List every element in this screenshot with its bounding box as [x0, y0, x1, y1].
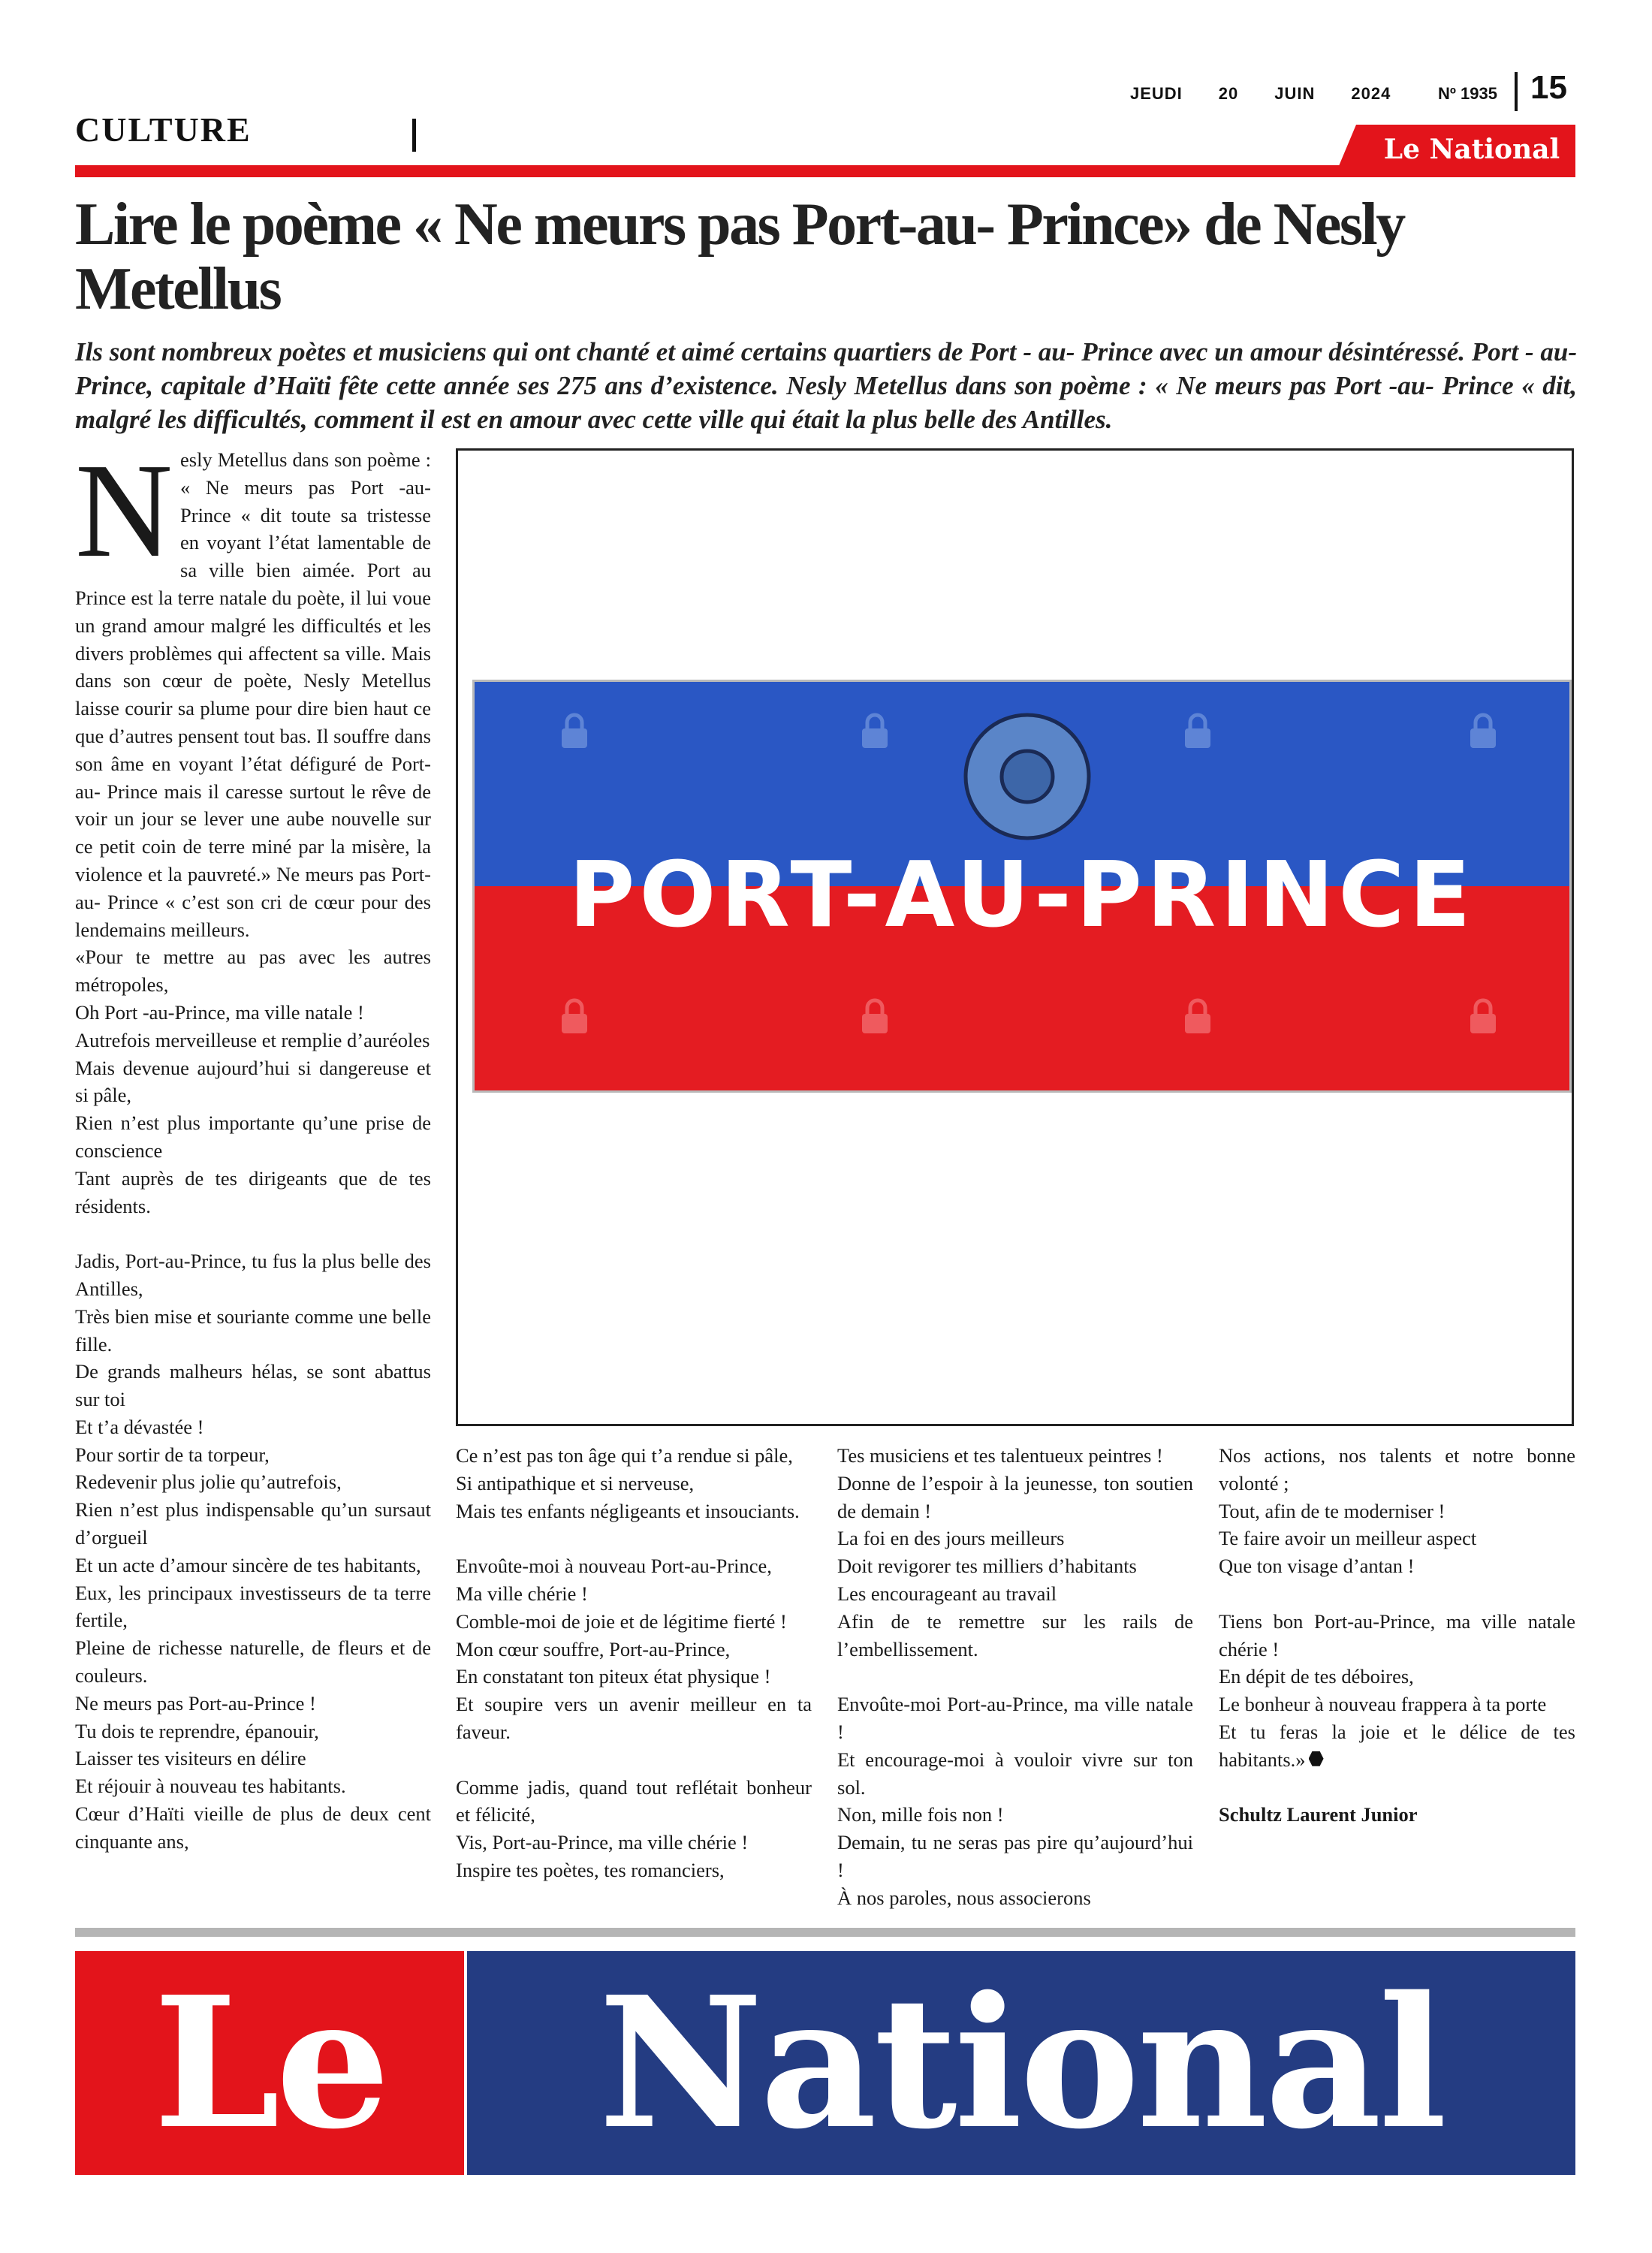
padlock-watermark-icon	[557, 997, 592, 1035]
poem-line: Que ton visage d’antan !	[1219, 1555, 1415, 1578]
poem-line: En constatant ton piteux état physique !	[456, 1665, 771, 1688]
padlock-watermark-icon	[557, 712, 592, 749]
article-column-3	[837, 1442, 1193, 1912]
poem-line: Et réjouir à nouveau tes habitants.	[75, 1775, 346, 1798]
poem-line: Mais tes enfants négligeants et insouciants.	[456, 1499, 800, 1522]
issue-date	[1130, 84, 1391, 104]
poem-line: À nos paroles, nous associerons	[837, 1886, 1091, 1909]
poem-line: De grands malheurs hélas, se sont abattus sur toi	[75, 1360, 431, 1411]
poem-line: Tant auprès de tes dirigeants que de tes résidents.	[75, 1166, 431, 1217]
padlock-watermark-icon	[1466, 997, 1500, 1035]
section-rule	[75, 165, 1575, 177]
poem-line: Et tu feras la joie et le délice de tes habitants.»	[1219, 1720, 1575, 1771]
stanza-break	[837, 1663, 1193, 1691]
poem-part-4	[1219, 1442, 1575, 1774]
stanza-break	[1219, 1580, 1575, 1608]
poem-line: Autrefois merveilleuse et remplie d’auréoles	[75, 1028, 430, 1051]
poem-line: La foi en des jours meilleurs	[837, 1527, 1065, 1550]
footer-logo-le: Le	[153, 1957, 386, 2169]
poem-line: Si antipathique et si nerveuse,	[456, 1471, 695, 1494]
issue-year: 2024	[1351, 84, 1391, 103]
poem-line: Oh Port -au-Prince, ma ville natale !	[75, 1000, 364, 1024]
poem-line: Envoûte-moi Port-au-Prince, ma ville natale !	[837, 1693, 1193, 1743]
stanza-break	[456, 1525, 812, 1552]
issue-number: Nº 1935	[1438, 84, 1497, 103]
footer-rule	[75, 1928, 1575, 1937]
poem-line: Pleine de richesse naturelle, de fleurs et de couleurs.	[75, 1636, 431, 1687]
header-divider	[1515, 72, 1518, 111]
poem-line: Les encourageant au travail	[837, 1582, 1057, 1605]
article-intro: esly Metellus dans son poème : « Ne meurs pas Port -au- Prince « dit toute sa tristesse en voyant l’état lamentable de sa ville bien aimée. Port au Prince est la terre natale du poète, il lui voue un grand amour malgré les difficultés et les divers problèmes qui affectent sa ville. Mais dans son cœur de poète, Nesly Metellus laisse courir sa plume pour dire bien haut ce que d’autres pensent tout bas. Il souffre dans son âme en voyant l’état défiguré de Port- au- Prince mais il caresse surtout le rêve de voir un jour se lever une aube nouvelle sur ce petit coin de terre miné par la misère, la violence et la pauvreté.» Ne meurs pas Port- au- Prince « c’est son cri de cœur pour des lendemains meilleurs.	[75, 448, 431, 941]
article-column-1	[75, 436, 431, 1856]
issue-month: JUIN	[1274, 84, 1316, 103]
page-number: 15	[1530, 69, 1567, 106]
poem-line: En dépit de tes déboires,	[1219, 1665, 1414, 1688]
padlock-watermark-icon	[1180, 712, 1215, 749]
poem-line: Inspire tes poètes, tes romanciers,	[456, 1858, 725, 1881]
poem-line: Ce n’est pas ton âge qui t’a rendue si pâle,	[456, 1444, 793, 1467]
stanza-break	[456, 1746, 812, 1774]
poem-line: Nos actions, nos talents et notre bonne volonté ;	[1219, 1444, 1575, 1494]
article-column-2	[456, 1442, 812, 1884]
poem-line: Donne de l’espoir à la jeunesse, ton soutien de demain !	[837, 1471, 1193, 1522]
padlock-watermark-icon	[1180, 997, 1215, 1035]
poem-line: Ne meurs pas Port-au-Prince !	[75, 1691, 316, 1715]
poem-line: Tu dois te reprendre, épanouir,	[75, 1719, 319, 1742]
article-lead: Ils sont nombreux poètes et musiciens qui ont chanté et aimé certains quartiers de Port - au- Prince avec un amour désintéressé. Port - au- Prince, capitale d’Haïti fête cette année ses 275 ans d’existence. Nesly Metellus dans son poème : « Ne meurs pas Port -au- Prince « dit, malgré les difficultés, comment il est en amour avec cette ville qui était la plus belle des Antilles.	[75, 337, 1577, 434]
poem-line: «Pour te mettre au pas avec les autres métropoles,	[75, 946, 431, 997]
poem-line: Très bien mise et souriante comme une belle fille.	[75, 1304, 431, 1356]
poem-line: Envoûte-moi à nouveau Port-au-Prince,	[456, 1555, 772, 1578]
padlock-watermark-icon	[1466, 712, 1500, 749]
poem-line: Redevenir plus jolie qu’autrefois,	[75, 1470, 342, 1494]
poem-line: Doit revigorer tes milliers d’habitants	[837, 1555, 1137, 1578]
poem-line: Mon cœur souffre, Port-au-Prince,	[456, 1637, 731, 1660]
drop-cap: N	[75, 436, 173, 585]
poem-line: Tes musiciens et tes talentueux peintres !	[837, 1444, 1163, 1467]
flag-city-name: PORT-AU-PRINCE	[568, 843, 1476, 948]
poem-line: Demain, tu ne seras pas pire qu’aujourd’hui !	[837, 1831, 1193, 1881]
poem-line: Laisser tes visiteurs en délire	[75, 1747, 306, 1770]
poem-line: Rien n’est plus importante qu’une prise de conscience	[75, 1111, 431, 1162]
poem-line: Ma ville chérie !	[456, 1582, 588, 1605]
author-byline: Schultz Laurent Junior	[1219, 1803, 1418, 1826]
poem-line: Pour sortir de ta torpeur,	[75, 1443, 270, 1466]
poem-line: Et soupire vers un avenir meilleur en ta faveur.	[456, 1693, 812, 1743]
poem-line: Mais devenue aujourd’hui si dangereuse et si pâle,	[75, 1056, 431, 1107]
issue-day: JEUDI	[1130, 84, 1183, 103]
poem-line: Tout, afin de te moderniser !	[1219, 1499, 1446, 1522]
poem-line: Et encourage-moi à vouloir vivre sur ton sol.	[837, 1748, 1193, 1799]
poem-line: Rien n’est plus indispensable qu’un sursaut d’orgueil	[75, 1498, 431, 1549]
poem-line: Vis, Port-au-Prince, ma ville chérie !	[456, 1831, 749, 1854]
article-column-4	[1219, 1442, 1575, 1829]
poem-line: Et t’a dévastée !	[75, 1415, 204, 1438]
poem-line: Comme jadis, quand tout reflétait bonheur et félicité,	[456, 1775, 812, 1826]
masthead-tab-label: Le National	[1383, 134, 1560, 165]
end-of-article-icon	[1309, 1751, 1324, 1766]
poem-line: Non, mille fois non !	[837, 1803, 1004, 1826]
section-label: CULTURE	[75, 110, 252, 149]
poem-line: Le bonheur à nouveau frappera à ta porte	[1219, 1693, 1547, 1716]
poem-line: Cœur d’Haïti vieille de plus de deux cent cinquante ans,	[75, 1802, 431, 1853]
stanza-break	[75, 1220, 431, 1247]
poem-part-1	[75, 943, 431, 1855]
poem-line: Jadis, Port-au-Prince, tu fus la plus belle des Antilles,	[75, 1250, 431, 1300]
poem-line: Afin de te remettre sur les rails de l’embellissement.	[837, 1609, 1193, 1660]
section-divider	[412, 119, 416, 152]
poem-line: Tiens bon Port-au-Prince, ma ville natale chérie !	[1219, 1609, 1575, 1660]
poem-line: Comble-moi de joie et de légitime fierté !	[456, 1609, 787, 1633]
city-seal-icon	[963, 712, 1092, 841]
padlock-watermark-icon	[858, 997, 892, 1035]
footer-logo-national: National	[598, 1957, 1445, 2169]
issue-date-number: 20	[1218, 84, 1239, 103]
port-au-prince-flag-image	[472, 680, 1572, 1093]
poem-line: Te faire avoir un meilleur aspect	[1219, 1527, 1477, 1550]
article-image	[456, 448, 1574, 1426]
padlock-watermark-icon	[858, 712, 892, 749]
article-title: Lire le poème « Ne meurs pas Port-au- Prince» de Nesly Metellus	[75, 192, 1404, 322]
poem-line: Eux, les principaux investisseurs de ta terre fertile,	[75, 1581, 431, 1632]
poem-line: Et un acte d’amour sincère de tes habitants,	[75, 1553, 421, 1576]
